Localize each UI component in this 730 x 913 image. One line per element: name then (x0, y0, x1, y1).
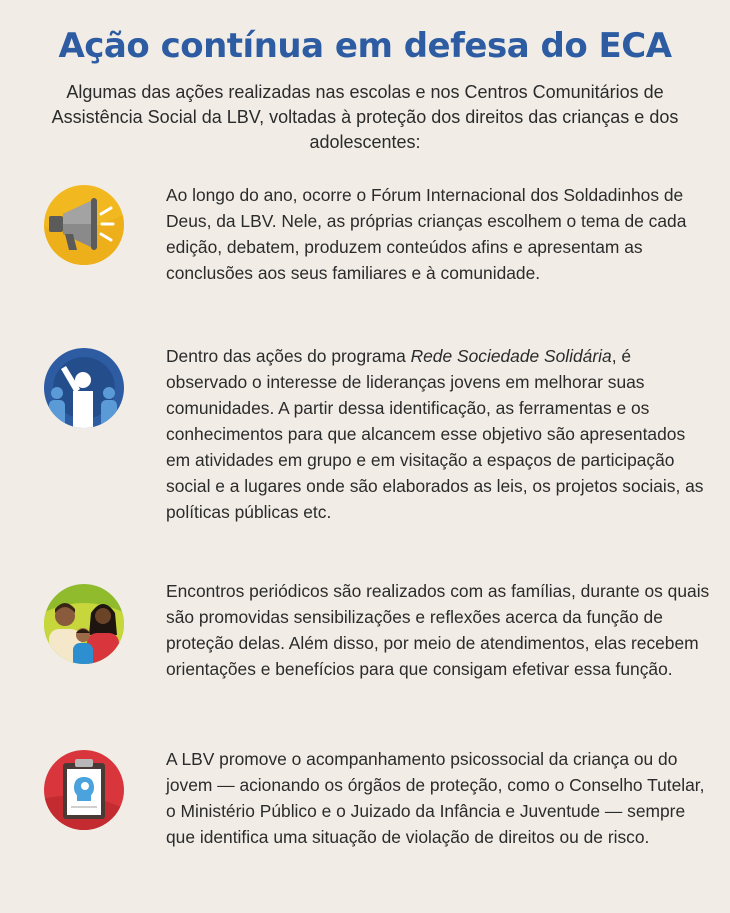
item-text: A LBV promove o acompanhamento psicossocial da criança ou do jovem — acionando os órgãos de proteção, como o Conselho Tutelar, o Ministério Público e o Juizado da Infância e Juventude — sempre que identifica uma situação de violação de direitos ou de risco. (166, 749, 705, 847)
page-subtitle: Algumas das ações realizadas nas escolas e nos Centros Comunitários de Assistência Social da LBV, voltadas à proteção dos direitos das crianças e dos adolescentes: (51, 82, 679, 152)
item-text (166, 343, 711, 525)
item-text: Ao longo do ano, ocorre o Fórum Internacional dos Soldadinhos de Deus, da LBV. Nele, as próprias crianças escolhem o tema de cada edição, debatem, produzem conteúdos afins e apresentam as conclusões aos seus familiares e à comunidade. (166, 185, 687, 283)
clipboard-head-icon (43, 749, 125, 831)
megaphone-icon (43, 184, 125, 266)
item-text: Encontros periódicos são realizados com as famílias, durante os quais são promovidas sensibilizações e reflexões acerca da função de proteção delas. Além disso, por meio de atendimentos, elas recebem orientações e benefícios para que consigam efetivar essa função. (166, 581, 710, 679)
raised-hand-group-icon (43, 347, 125, 429)
item-text-end: , é observado o interesse de lideranças jovens em melhorar suas comunidades. A partir dessa identificação, as ferramentas e os conhecimentos para que alcancem esse objetivo são apresentados em atividades em grupo e em visitação a espaços de participação social e a lugares onde são elaborados as leis, os projetos sociais, as políticas públicas etc. (166, 346, 704, 522)
family-icon (43, 583, 125, 665)
program-name: Rede Sociedade Solidária (410, 346, 612, 366)
item-text-start: Dentro das ações do programa (166, 346, 411, 366)
page-title: Ação contínua em defesa do ECA (58, 26, 672, 66)
